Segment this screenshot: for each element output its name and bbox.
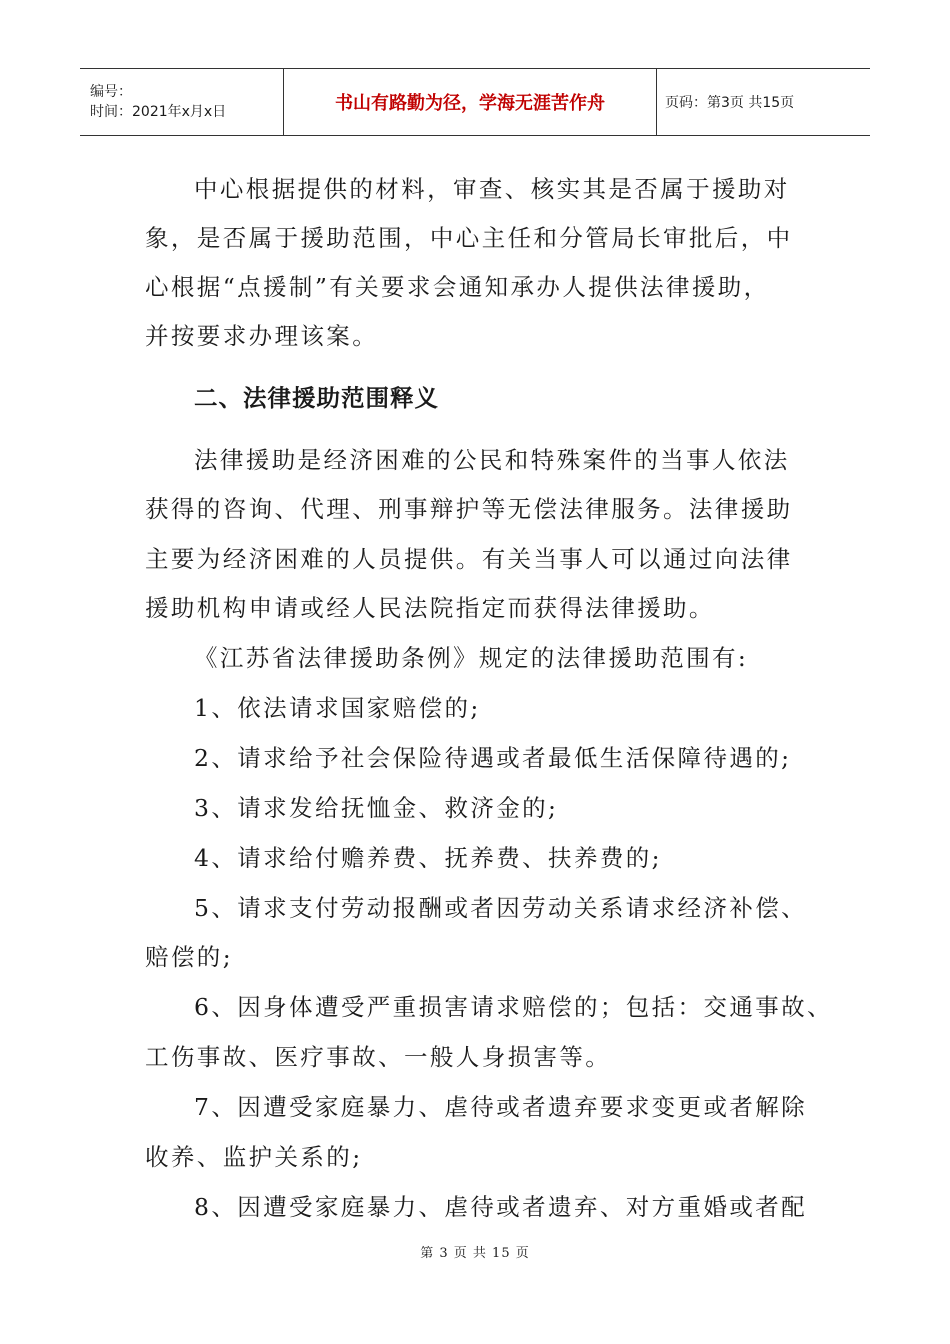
list-item: 1、依法请求国家赔偿的;: [194, 694, 481, 722]
paragraph-line: 并按要求办理该案。: [145, 322, 379, 350]
paragraph-line: 中心根据提供的材料，审查、核实其是否属于援助对: [194, 175, 790, 203]
list-item-continuation: 收养、监护关系的;: [145, 1143, 363, 1171]
page-footer: 第 3 页 共 15 页: [420, 1246, 530, 1261]
header-number-label: 编号：: [90, 84, 132, 100]
paragraph-line: 法律援助是经济困难的公民和特殊案件的当事人依法: [194, 446, 790, 474]
page-header: [80, 68, 870, 136]
paragraph-line: 《江苏省法律援助条例》规定的法律援助范围有:: [194, 644, 749, 672]
paragraph-line: 象，是否属于援助范围，中心主任和分管局长审批后，中: [145, 224, 793, 252]
list-item-continuation: 工伤事故、医疗事故、一般人身损害等。: [145, 1043, 612, 1071]
list-item: 3、请求发给抚恤金、救济金的;: [194, 794, 559, 822]
list-item: 4、请求给付赡养费、抚养费、扶养费的;: [194, 844, 662, 872]
header-time-label: 时间：2021年x月x日: [90, 104, 227, 120]
list-item: 5、请求支付劳动报酬或者因劳动关系请求经济补偿、: [194, 894, 808, 922]
list-item: 8、因遭受家庭暴力、虐待或者遗弃、对方重婚或者配: [194, 1193, 808, 1221]
paragraph-line: 获得的咨询、代理、刑事辩护等无偿法律服务。法律援助: [145, 495, 793, 523]
header-page-info: 页码：第3页 共15页: [665, 95, 795, 111]
section-heading: 二、法律援助范围释义: [194, 384, 439, 412]
paragraph-line: 心根据“点援制”有关要求会通知承办人提供法律援助，: [145, 273, 770, 301]
list-item: 7、因遭受家庭暴力、虐待或者遗弃要求变更或者解除: [194, 1093, 808, 1121]
paragraph-line: 援助机构申请或经人民法院指定而获得法律援助。: [145, 594, 715, 622]
list-item: 2、请求给予社会保险待遇或者最低生活保障待遇的;: [194, 744, 792, 772]
header-meta: [80, 69, 283, 135]
paragraph-line: 主要为经济困难的人员提供。有关当事人可以通过向法律: [145, 545, 793, 573]
list-item: 6、因身体遭受严重损害请求赔偿的；包括：交通事故、: [194, 993, 833, 1021]
header-motto: 书山有路勤为径，学海无涯苦作舟: [283, 69, 657, 135]
list-item-continuation: 赔偿的;: [145, 943, 234, 971]
